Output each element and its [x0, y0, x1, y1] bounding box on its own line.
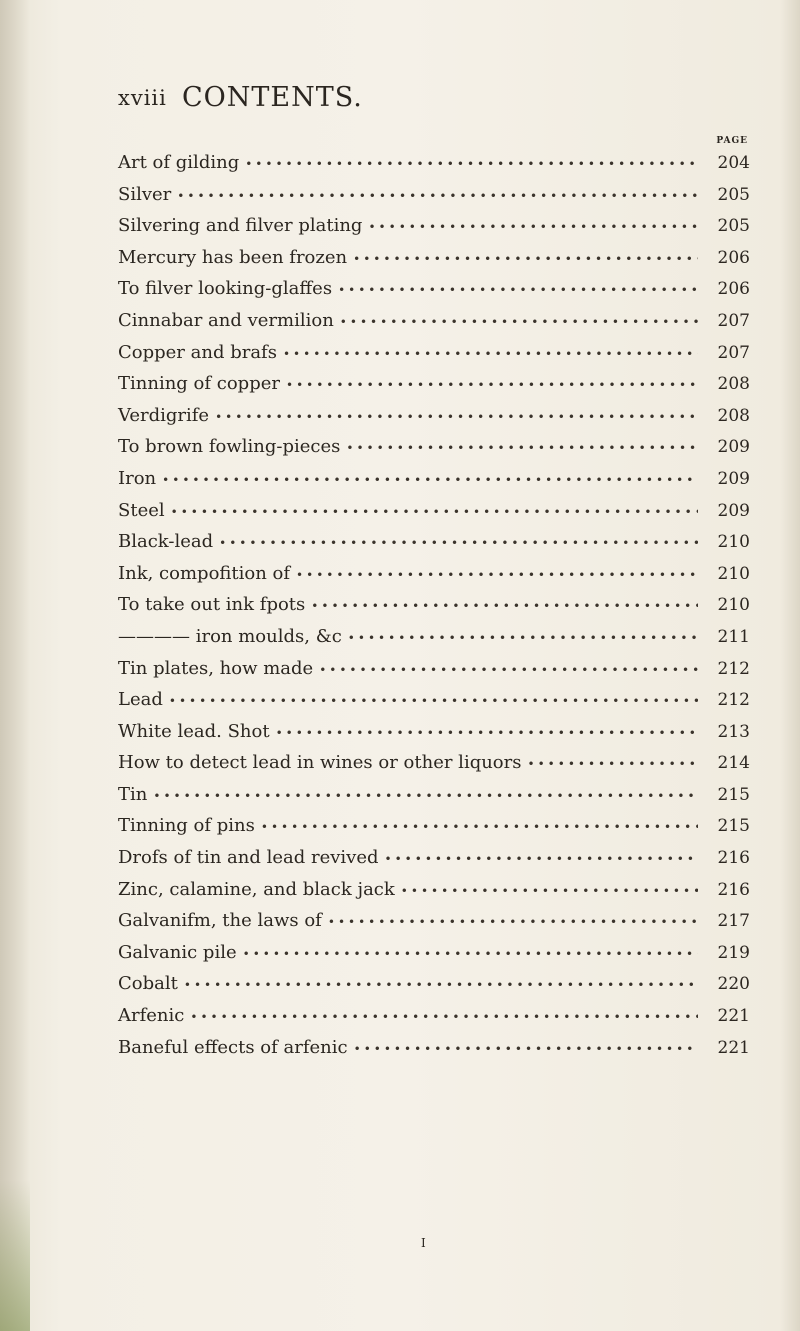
toc-entry [118, 468, 750, 500]
entry-page-number: 215 [717, 784, 750, 805]
entry-title: Ink, compofition of [118, 562, 291, 584]
page-stain [0, 1180, 30, 1331]
toc-entry [118, 1005, 750, 1037]
toc-entry [118, 152, 750, 184]
entry-title: Silver [118, 183, 172, 205]
entry-title: Art of gilding [118, 152, 240, 173]
toc-entry [118, 847, 750, 879]
dot-leader [276, 726, 698, 740]
dot-leader [354, 1042, 698, 1056]
toc-entry [118, 278, 750, 310]
page-folio: xviii [118, 86, 167, 110]
entry-title: Tin plates, how made [118, 657, 314, 679]
dot-leader [169, 694, 698, 708]
entry-title: Tin [118, 783, 148, 805]
dot-leader [215, 410, 698, 424]
entry-page-number: 212 [717, 690, 750, 711]
dot-leader [296, 568, 698, 582]
entry-page-number: 205 [717, 184, 750, 205]
toc-entry [118, 184, 750, 216]
entry-title: Black-lead [118, 531, 214, 553]
entry-title: Verdigrife [118, 404, 210, 426]
toc-entry [118, 215, 750, 247]
entry-page-number: 204 [717, 153, 750, 173]
dot-leader [368, 220, 698, 234]
page-column-heading: PAGE [716, 136, 748, 146]
entry-page-number: 212 [717, 658, 750, 679]
dot-leader [245, 157, 698, 171]
dot-leader [261, 820, 698, 834]
dot-leader [385, 852, 699, 866]
entry-page-number: 206 [717, 247, 750, 268]
page-header [118, 82, 718, 120]
entry-page-number: 213 [717, 721, 750, 742]
dot-leader [348, 631, 698, 645]
entry-title: Zinc, calamine, and black jack [118, 878, 395, 900]
toc-entry [118, 815, 750, 847]
entry-title: Baneful effects of arfenic [118, 1036, 348, 1058]
entry-page-number: 219 [717, 942, 750, 963]
entry-page-number: 220 [717, 974, 750, 995]
toc-entry [118, 436, 750, 468]
dot-leader [401, 884, 698, 898]
dot-leader [171, 505, 698, 519]
entry-page-number: 214 [717, 753, 750, 774]
toc-entry [118, 342, 750, 374]
entry-page-number: 210 [717, 532, 750, 553]
toc-entry [118, 531, 750, 563]
entry-title: Drofs of tin and lead revived [118, 847, 379, 869]
dot-leader [319, 663, 698, 677]
entry-title: ———— iron moulds, &c [118, 625, 342, 647]
dot-leader [243, 947, 698, 961]
entry-page-number: 211 [717, 626, 750, 647]
toc-entry [118, 784, 750, 816]
entry-title: White lead. Shot [118, 720, 270, 742]
dot-leader [162, 473, 698, 487]
entry-page-number: 210 [717, 595, 750, 616]
dot-leader [219, 536, 698, 550]
entry-page-number: 216 [717, 848, 750, 869]
entry-title: How to detect lead in wines or other liquors [118, 752, 522, 774]
toc-entry [118, 1037, 750, 1069]
dot-leader [528, 757, 699, 771]
entry-page-number: 215 [717, 816, 750, 837]
toc-entry [118, 373, 750, 405]
entry-page-number: 209 [717, 500, 750, 521]
dot-leader [184, 978, 698, 992]
toc-entry [118, 721, 750, 753]
entry-title: Tinning of copper [118, 373, 280, 395]
toc-entry [118, 942, 750, 974]
entry-page-number: 208 [717, 405, 750, 426]
entry-title: Steel [118, 499, 165, 521]
entry-title: Silvering and filver plating [118, 215, 363, 237]
signature-mark: I [421, 1236, 426, 1250]
entry-title: Iron [118, 467, 157, 489]
entry-page-number: 208 [717, 374, 750, 395]
toc-entry [118, 689, 750, 721]
page-gutter-shadow [0, 0, 30, 1331]
dot-leader [153, 789, 698, 803]
entry-title: Cobalt [118, 973, 178, 995]
entry-title: Galvanic pile [118, 941, 237, 963]
toc-entry [118, 310, 750, 342]
entry-title: Tinning of pins [118, 815, 255, 837]
entry-page-number: 210 [717, 563, 750, 584]
dot-leader [346, 441, 698, 455]
entry-title: Arfenic [118, 1005, 185, 1027]
entry-title: Mercury has been frozen [118, 246, 348, 268]
contents-list [118, 152, 750, 1068]
dot-leader [353, 252, 698, 266]
dot-leader [340, 315, 698, 329]
toc-entry [118, 752, 750, 784]
dot-leader [311, 599, 698, 613]
dot-leader [190, 1010, 698, 1024]
entry-title: To take out ink fpots [118, 594, 306, 616]
toc-entry [118, 910, 750, 942]
entry-page-number: 207 [717, 342, 750, 363]
toc-entry [118, 594, 750, 626]
toc-entry [118, 626, 750, 658]
toc-entry [118, 563, 750, 595]
entry-page-number: 205 [717, 216, 750, 237]
toc-entry [118, 247, 750, 279]
entry-title: To brown fowling-pieces [118, 436, 341, 458]
entry-page-number: 209 [717, 437, 750, 458]
dot-leader [338, 283, 698, 297]
entry-page-number: 209 [717, 468, 750, 489]
toc-entry [118, 879, 750, 911]
entry-title: Lead [118, 689, 163, 711]
entry-page-number: 206 [717, 279, 750, 300]
entry-page-number: 221 [717, 1037, 750, 1058]
dot-leader [286, 378, 698, 392]
running-title: CONTENTS. [182, 82, 363, 113]
toc-entry [118, 658, 750, 690]
entry-page-number: 217 [717, 911, 750, 932]
dot-leader [328, 915, 698, 929]
entry-title: Copper and brafs [118, 341, 277, 363]
entry-page-number: 221 [717, 1006, 750, 1027]
toc-entry [118, 500, 750, 532]
dot-leader [177, 189, 698, 203]
entry-page-number: 216 [717, 879, 750, 900]
entry-title: Galvanifm, the laws of [118, 910, 322, 932]
dot-leader [283, 347, 698, 361]
entry-title: Cinnabar and vermilion [118, 309, 334, 331]
entry-title: To filver looking-glaffes [118, 278, 333, 300]
entry-page-number: 207 [717, 310, 750, 331]
toc-entry [118, 405, 750, 437]
toc-entry [118, 973, 750, 1005]
